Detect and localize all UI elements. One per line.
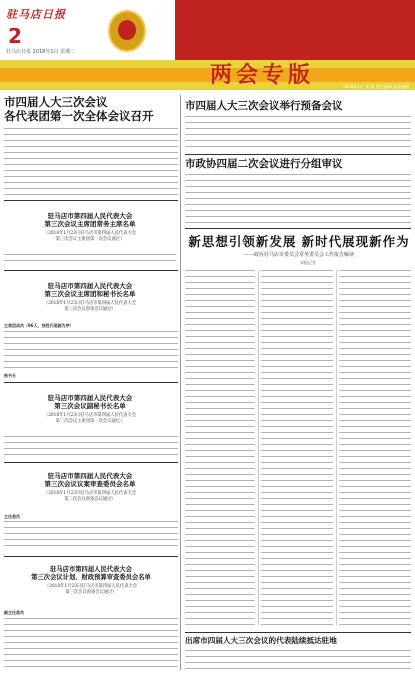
motions-committee-names bbox=[4, 521, 178, 549]
masthead-stripe-orange bbox=[0, 68, 415, 82]
box-title bbox=[4, 394, 176, 411]
feature-col-3 bbox=[339, 270, 411, 625]
deputy-names bbox=[4, 436, 178, 456]
headline-preparatory-meeting: 市四届人大三次会议举行预备会议 bbox=[185, 100, 343, 112]
box-title-text: 驻马店市第四届人民代表大会 第三次会议主席团常务主席名单 bbox=[44, 212, 136, 229]
article-cppcc-body bbox=[185, 174, 411, 224]
article-preparatory-body bbox=[185, 116, 411, 150]
box-title-text: 驻马店市第四届人民代表大会 第三次会议副秘书长名单 bbox=[47, 394, 133, 411]
headline-delegations-line2: 各代表团第一次全体会议召开 bbox=[4, 108, 154, 123]
box-title-text: 驻马店市第四届人民代表大会 第三次会议计划、财政预算审查委员会名单 bbox=[31, 566, 151, 582]
section-divider bbox=[4, 382, 178, 383]
presidium-label: 主席团成员（96人，按姓氏笔画为序） bbox=[4, 323, 74, 328]
section-divider bbox=[4, 270, 178, 271]
name-list-standing-chairs bbox=[4, 212, 176, 242]
headline-delegations-line1: 市四届人大三次会议 bbox=[4, 95, 108, 109]
box-title bbox=[4, 212, 176, 229]
feature-col-2 bbox=[261, 270, 333, 625]
name-list-motions-committee bbox=[4, 472, 176, 502]
section-divider bbox=[4, 200, 178, 201]
headline-cppcc-group-review: 市政协四届二次会议进行分组审议 bbox=[185, 158, 343, 170]
name-list-presidium bbox=[4, 282, 176, 312]
box-subtitle bbox=[4, 413, 176, 425]
feature-column-divider bbox=[336, 270, 337, 625]
box-subtitle bbox=[4, 231, 176, 243]
section-divider bbox=[185, 228, 411, 229]
name-list-deputy-secretaries bbox=[4, 394, 176, 424]
banner-title: 两会专版 bbox=[210, 63, 315, 88]
page-number: 2 bbox=[8, 24, 22, 48]
section-divider bbox=[185, 154, 411, 155]
budget-committee-names bbox=[4, 618, 178, 668]
article-arrival-body bbox=[185, 650, 411, 672]
box-title-text: 驻马店市第四届人民代表大会 第三次会议主席团和秘书长名单 bbox=[44, 282, 136, 299]
feature-column-divider bbox=[258, 270, 259, 625]
box-subtitle-text: （2018年1月23日驻马店市第四届人民代表大会 第三次会议预备会议通过） bbox=[43, 300, 137, 312]
box-subtitle-text: （2018年1月23日驻马店市第四届人民代表大会 第三次会议主席团第一次会议通过） bbox=[43, 412, 137, 424]
column-divider bbox=[180, 95, 181, 670]
box-subtitle-text: （2018年1月23日驻马店市第四届人民代表大会 第三次会议预备会议通过） bbox=[43, 490, 137, 502]
vice-chair-label: 副主任委员 bbox=[4, 610, 24, 615]
headline-delegations bbox=[4, 96, 176, 124]
feature-subtitle: ——政协驻马店市委员会常务委员会工作报告解读 bbox=[243, 252, 354, 258]
section-divider bbox=[4, 462, 178, 463]
box-names bbox=[4, 254, 176, 264]
emblem-icon bbox=[108, 10, 146, 52]
chair-label: 主任委员 bbox=[4, 514, 20, 519]
masthead-edition-info: 2018年1月 第 版 责任编辑 美术编辑 bbox=[343, 84, 409, 89]
box-title bbox=[4, 566, 178, 582]
box-subtitle bbox=[4, 301, 176, 313]
box-title bbox=[4, 282, 176, 299]
secretary-general-label: 秘书长 bbox=[4, 373, 16, 378]
page-meta: 驻马店日报 2018年1月 星期二 bbox=[6, 49, 76, 55]
box-subtitle bbox=[4, 584, 178, 596]
box-subtitle-text: （2018年1月23日驻马店市第四届人民代表大会 第三次会议预备会议通过） bbox=[44, 584, 138, 596]
feature-col-1 bbox=[185, 270, 255, 625]
section-divider bbox=[185, 632, 411, 633]
box-subtitle-text: （2018年1月23日驻马店市第四届人民代表大会 第三次会议主席团第一次会议通过） bbox=[43, 230, 137, 242]
feature-byline: 本报记者 bbox=[300, 260, 316, 265]
presidium-names bbox=[4, 331, 178, 371]
feature-headline: 新思想引领新发展 新时代展现新作为 bbox=[188, 234, 410, 249]
emblem-core-icon bbox=[118, 20, 136, 40]
box-subtitle bbox=[4, 491, 176, 503]
masthead bbox=[0, 0, 415, 90]
headline-delegates-arrive: 出席市四届人大三次会议的代表陆续抵达驻地 bbox=[185, 636, 337, 645]
article-delegations-body bbox=[4, 128, 178, 196]
section-divider bbox=[4, 556, 178, 557]
name-list-budget-committee bbox=[4, 566, 178, 596]
newspaper-brand: 驻马店日报 bbox=[6, 8, 66, 21]
box-title-text: 驻马店市第四届人民代表大会 第三次会议议案审查委员会名单 bbox=[44, 472, 136, 489]
box-title bbox=[4, 472, 176, 489]
